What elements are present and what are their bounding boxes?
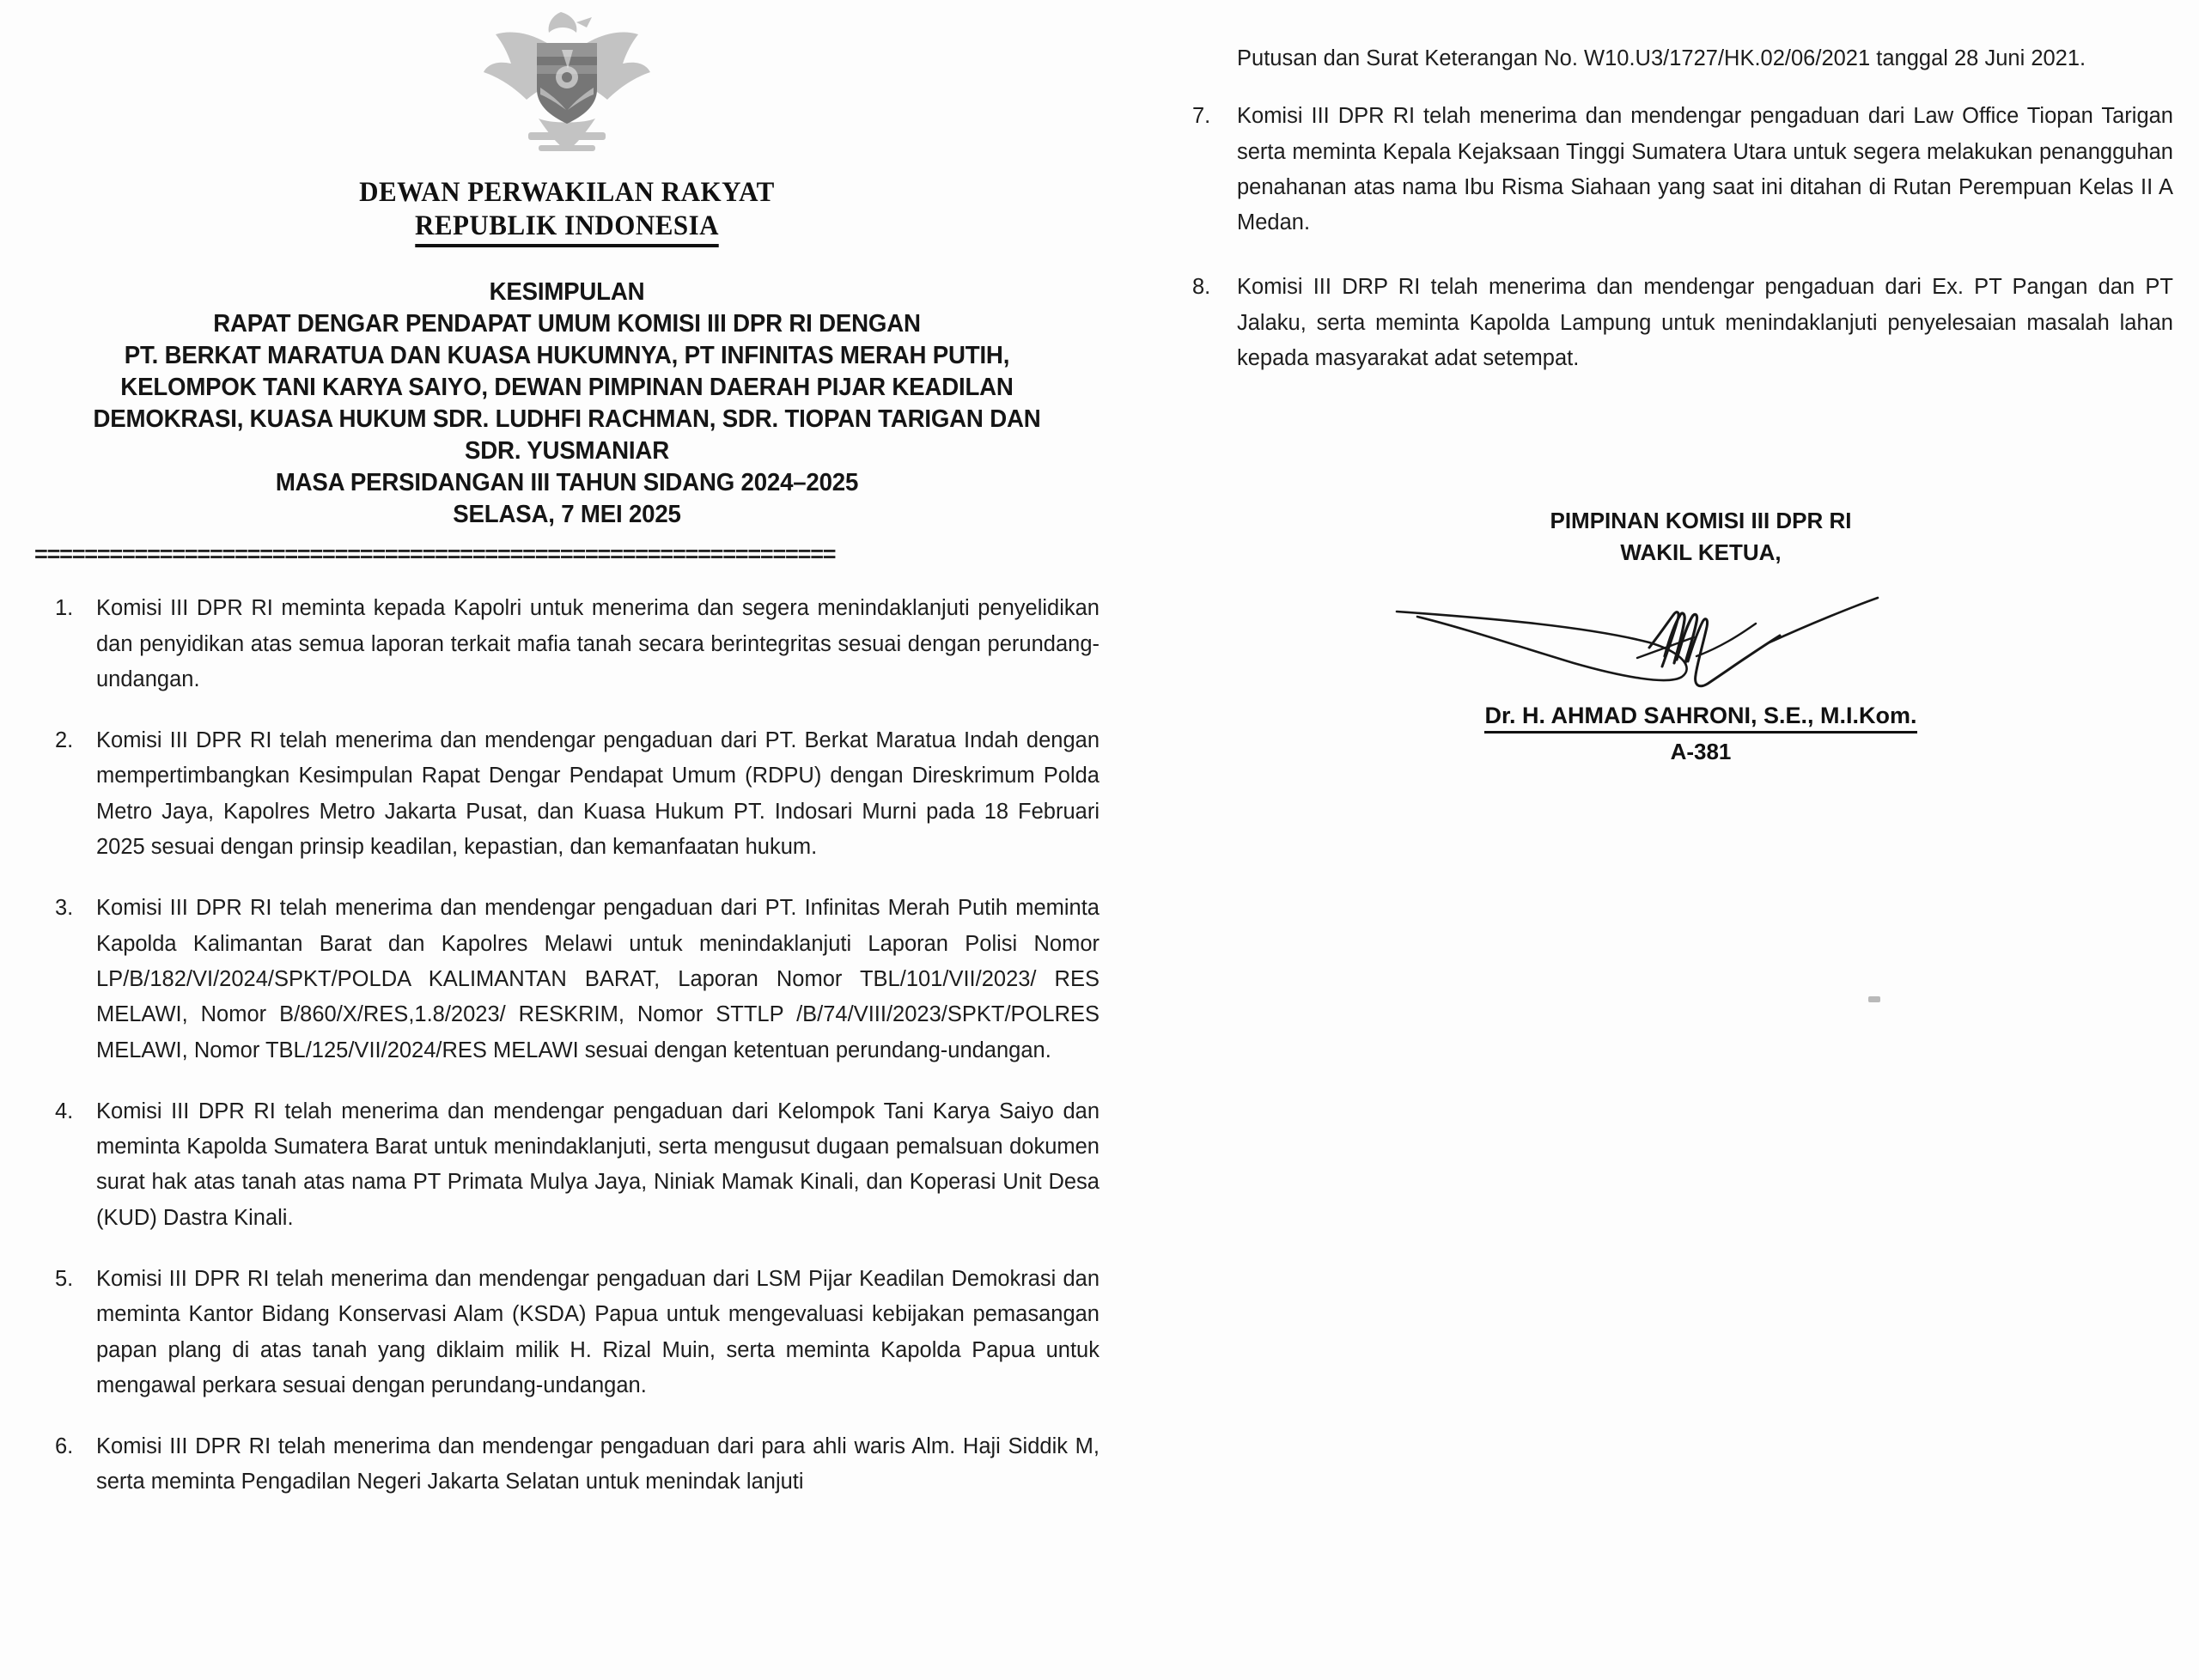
institution-name [66, 176, 1068, 247]
list-item-text: Komisi III DPR RI telah menerima dan mendengar pengaduan dari PT. Infinitas Merah Putih meminta Kapolda Kalimantan Barat dan Kapolres Melawi untuk menindaklanjuti Laporan Polisi Nomor LP/B/182/VI/2024/SPKT/POLDA KALIMANTAN BARAT, Laporan Nomor TBL/101/VII/2023/ RES MELAWI, Nomor B/860/X/RES,1.8/2023/ RESKRIM, Nomor STTLP /B/74/VIII/2023/SPKT/POLRES MELAWI, Nomor TBL/125/VII/2024/RES MELAWI sesuai dengan ketentuan perundang-undangan. [96, 896, 1100, 1062]
garuda-pancasila-icon [477, 5, 657, 164]
list-item-number: 2. [55, 728, 74, 753]
list-item-number: 8. [1192, 275, 1211, 300]
list-item-number: 1. [55, 596, 74, 621]
signatory-code: A-381 [1670, 739, 1732, 765]
title-line-6: SDR. YUSMANIAR [465, 437, 669, 466]
handwritten-signature-icon [1392, 574, 2010, 703]
list-item-number: 3. [55, 896, 74, 921]
list-item-number: 4. [55, 1099, 74, 1123]
signature-heading-line-2: WAKIL KETUA, [1620, 539, 1782, 566]
title-line-8: SELASA, 7 MEI 2025 [453, 501, 681, 529]
list-item-text: Komisi III DPR RI meminta kepada Kapolri untuk menerima dan segera menindaklanjuti penyelidikan dan penyidikan atas semua laporan terkait mafia tanah secara berintegritas sesuai dengan perundang-undangan. [96, 596, 1100, 691]
list-item-text: Komisi III DPR RI telah menerima dan mendengar pengaduan dari Kelompok Tani Karya Saiyo dan meminta Kapolda Sumatera Barat untuk menindaklanjuti, serta mengusut dugaan pemalsuan dokumen surat hak atas tanah atas nama PT Primata Mulya Jaya, Niniak Mamak Kinali, dan Koperasi Unit Desa (KUD) Dastra Kinali. [96, 1099, 1100, 1230]
conclusion-list-right [1177, 99, 2173, 376]
title-line-7: MASA PERSIDANGAN III TAHUN SIDANG 2024–2025 [275, 469, 859, 497]
list-item [34, 891, 1100, 1068]
continuation-paragraph: Putusan dan Surat Keterangan No. W10.U3/1727/HK.02/06/2021 tanggal 28 Juni 2021. [1237, 46, 2086, 70]
list-item-number: 7. [1192, 104, 1211, 129]
list-item-number: 6. [55, 1434, 74, 1459]
list-item-text: Komisi III DPR RI telah menerima dan mendengar pengaduan dari LSM Pijar Keadilan Demokrasi dan meminta Kantor Bidang Konservasi Alam (KSDA) Papua untuk mengevaluasi kebijakan pemasangan papan plang di atas tanah yang diklaim milik H. Rizal Muin, serta meminta Kapolda Papua untuk mengawal perkara sesuai dengan perundang-undangan. [96, 1267, 1100, 1397]
list-item [34, 1429, 1100, 1500]
separator-rule: ================================================================ [34, 543, 836, 568]
list-item [1177, 270, 2173, 376]
list-item [34, 591, 1100, 697]
signatory-name: Dr. H. AHMAD SAHRONI, S.E., M.I.Kom. [1484, 703, 1916, 733]
right-column [1177, 0, 2173, 1680]
scan-artifact [1868, 996, 1880, 1002]
title-line-1: KESIMPULAN [489, 277, 645, 306]
signature-heading-line-1: PIMPINAN KOMISI III DPR RI [1550, 508, 1852, 534]
list-item-text: Komisi III DRP RI telah menerima dan mendengar pengaduan dari Ex. PT Pangan dan PT Jalaku, serta meminta Kapolda Lampung untuk menindaklanjuti penyelesaian masalah lahan kepada masyarakat adat setempat. [1237, 275, 2173, 371]
masthead [34, 0, 1100, 247]
title-line-2: RAPAT DENGAR PENDAPAT UMUM KOMISI III DPR RI DENGAN [213, 309, 921, 338]
list-item-text: Komisi III DPR RI telah menerima dan mendengar pengaduan dari Law Office Tiopan Tarigan serta meminta Kepala Kejaksaan Tinggi Sumatera Utara untuk segera melakukan penangguhan penahanan atas nama Ibu Risma Siahaan yang saat ini ditahan di Rutan Perempuan Kelas II A Medan. [1237, 104, 2173, 235]
title-line-4: KELOMPOK TANI KARYA SAIYO, DEWAN PIMPINAN DAERAH PIJAR KEADILAN [120, 374, 1014, 402]
list-item [34, 1262, 1100, 1403]
list-item [34, 723, 1100, 865]
title-block [51, 277, 1084, 531]
list-item-text: Komisi III DPR RI telah menerima dan mendengar pengaduan dari para ahli waris Alm. Haji Siddik M, serta meminta Pengadilan Negeri Jakarta Selatan untuk menindak lanjuti [96, 1434, 1100, 1494]
left-column [34, 0, 1100, 1680]
signature-block [1177, 505, 2173, 765]
institution-line-2: REPUBLIK INDONESIA [415, 210, 719, 247]
list-item-text: Komisi III DPR RI telah menerima dan mendengar pengaduan dari PT. Berkat Maratua Indah dengan mempertimbangkan Kesimpulan Rapat Dengar Pendapat Umum (RDPU) dengan Direskrimum Polda Metro Jaya, Kapolres Metro Jakarta Pusat, dan Kuasa Hukum PT. Indosari Murni pada 18 Februari 2025 sesuai dengan prinsip keadilan, kepastian, dan kemanfaatan hukum. [96, 728, 1100, 860]
list-item-number: 5. [55, 1267, 74, 1291]
list-item [34, 1094, 1100, 1236]
conclusion-list-left [34, 591, 1100, 1500]
title-line-3: PT. BERKAT MARATUA DAN KUASA HUKUMNYA, PT INFINITAS MERAH PUTIH, [124, 341, 1010, 369]
title-line-5: DEMOKRASI, KUASA HUKUM SDR. LUDHFI RACHMAN, SDR. TIOPAN TARIGAN DAN [93, 405, 1041, 434]
list-item [1177, 99, 2173, 240]
institution-line-1: DEWAN PERWAKILAN RAKYAT [359, 177, 775, 208]
signature-heading [1228, 505, 2173, 569]
